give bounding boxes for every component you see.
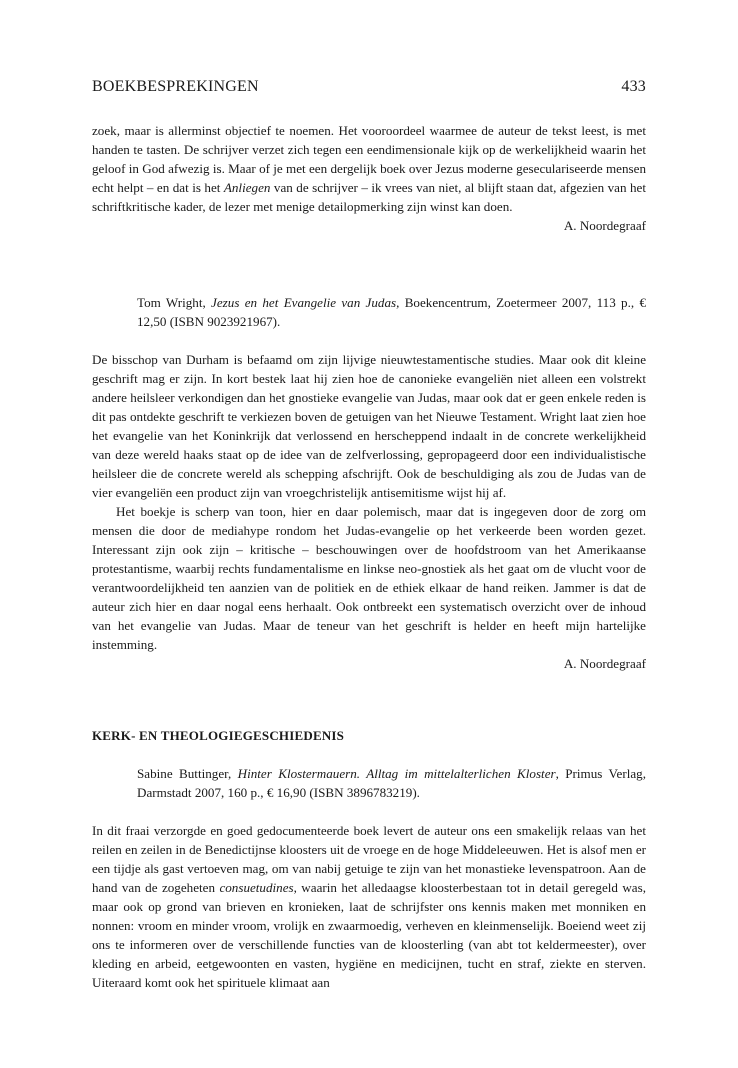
review-2-signature: A. Noordegraaf	[563, 656, 646, 671]
review-3-paragraph: In dit fraai verzorgde en goed gedocumenteerde boek levert de auteur ons een smakelijk relaas van het reilen en zeilen in de Benedictijnse kloosters uit de vroege en de hoge Middeleeuwen. Het is alsof men er een tijdje als gast vertoeven mag, om van nabij getuige te zijn van het monastieke levenspatroon. Aan de hand van de zogeheten consuetudines, waarin het alledaagse kloosterbestaan tot in detail geregeld was, maar ook op grond van brieven en kronieken, laat de schrijfster ons kennis maken met monniken en nonnen: vroom en minder vroom, vrolijk en zwaarmoedig, verheven en kleinmenselijk. Boeiend weet zij ons te informeren over de verschillende functies van de kloosterling (van abt tot keldermeester), over kleding en arbeid, eetgewoonten en vasten, hygiëne en medicijnen, tucht en straf, ziekte en sterven. Uiteraard komt ook het spirituele klimaat aan	[92, 823, 646, 990]
section-heading: KERK- EN THEOLOGIEGESCHIEDENIS	[92, 728, 345, 743]
page-number: 433	[621, 78, 646, 95]
review-2-body	[92, 350, 646, 673]
review-2-paragraph-2: Het boekje is scherp van toon, hier en daar polemisch, maar dat is ingegeven door de zorg om mensen die door de mediahype rondom het Judas-evangelie op het verkeerde been worden gezet. Interessant zijn ook zijn – kritische – beschouwingen over de hoofdstroom van het Amerikaanse protestantisme, waarbij rechts fundamentalisme en linkse neo-gnostiek als het gaat om de vlucht voor de verantwoordelijkheid ten aanzien van de politiek en de ethiek elkaar de hand reiken. Jammer is dat de auteur zich hier en daar nogal eens herhaalt. Ook ontbreekt een systematisch overzicht over de inhoud van het evangelie van Judas. Maar de teneur van het geschrift is helder en heeft mijn hartelijke instemming.	[92, 504, 646, 652]
running-header-title: BOEKBESPREKINGEN	[92, 78, 259, 95]
review-1-paragraph: zoek, maar is allerminst objectief te noemen. Het vooroordeel waarmee de auteur de tekst leest, is met handen te tasten. De schrijver verzet zich tegen een eendimensionale kijk op de werkelijkheid waarin het geloof in God afwezig is. Maar of je met een dergelijk boek over Jezus moderne geseculariseerde mensen echt helpt – en dat is het Anliegen van de schrijver – ik vrees van niet, al blijft staan dat, afgezien van het schriftkritische kader, de lezer met menige detailopmerking zijn winst kan doen.	[92, 123, 646, 214]
review-2-paragraph-1: De bisschop van Durham is befaamd om zijn lijvige nieuwtestamentische studies. Maar ook dit kleine geschrift mag er zijn. In kort bestek laat hij zien hoe de canonieke evangeliën niet alleen een volstrekt andere heilsleer verkondigen dan het gnostieke evangelie van Judas, maar ook dat er geen enkele reden is dit pas ontdekte geschrift te verkiezen boven de getuigen van het Nieuwe Testament. Wright laat zien hoe het evangelie van het Koninkrijk dat verlossend en herscheppend indaalt in de concrete werkelijkheid van deze wereld haaks staat op de idee van de zelfverlossing, gepropageerd door een individualistische heilsleer die de concrete wereld als schepping afschrijft. Ook de beschuldiging als zou de Judas van de vier evangeliën een product zijn van vroegchristelijk antisemitisme wijst hij af.	[92, 352, 646, 500]
review-3-bibliographic-entry: Sabine Buttinger, Hinter Klostermauern. Alltag im mittelalterlichen Kloster, Primus Verlag, Darmstadt 2007, 160 p., € 16,90 (ISBN 3896783219).	[137, 766, 646, 800]
review-3-body	[92, 821, 646, 992]
review-1-continuation	[92, 121, 646, 235]
review-1-signature: A. Noordegraaf	[563, 218, 646, 233]
running-header	[92, 78, 646, 96]
review-2-bibliographic-entry: Tom Wright, Jezus en het Evangelie van Judas, Boekencentrum, Zoetermeer 2007, 113 p., € 12,50 (ISBN 9023921967).	[137, 295, 647, 329]
